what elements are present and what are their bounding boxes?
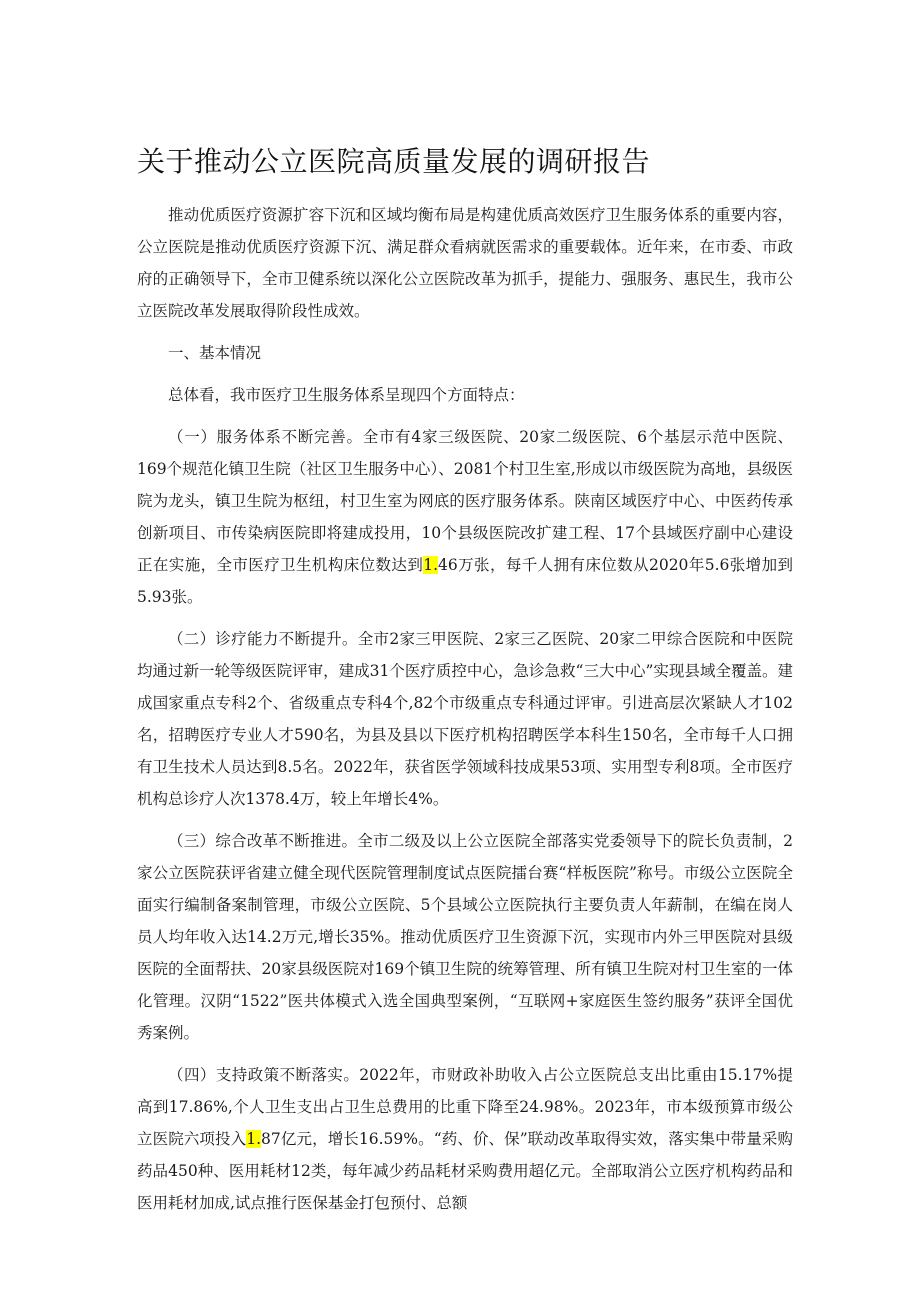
comprehensive-reform-paragraph: （三）综合改革不断推进。全市二级及以上公立医院全部落实党委领导下的院长负责制，2家公立医院获评省建立健全现代医院管理制度试点医院擂台赛“样板医院”称号。市级公立医院全面实行编制备案制管理，市级公立医院、5个县域公立医院执行主要负责人年薪制，在编在岗人员人均年收入达14.2万元,增长35%。推动优质医疗卫生资源下沉，实现市内外三甲医院对县级医院的全面帮扶、20家县级医院对169个镇卫生院的统筹管理、所有镇卫生院对村卫生室的一体化管理。汉阴“1522”医共体模式入选全国典型案例，“互联网+家庭医生签约服务”获评全国优秀案例。 xyxy=(137,832,793,1042)
overview-paragraph: 总体看，我市医疗卫生服务体系呈现四个方面特点： xyxy=(168,386,525,404)
policy-support-paragraph xyxy=(137,1059,793,1219)
policy-support-text-a: （四）支持政策不断落实。2022年，市财政补助收入占公立医院总支出比重由15.17%提高到17.86%,个人卫生支出占卫生总费用的比重下降至24.98%。2023年，市本级预算市级公立医院六项投入 xyxy=(137,1066,793,1148)
document-title: 关于推动公立医院高质量发展的调研报告 xyxy=(137,145,651,178)
policy-support-text-b: 87亿元，增长16.59%。“药、价、保”联动改革取得实效，落实集中带量采购药品450种、医用耗材12类，每年减少药品耗材采购费用超亿元。全部取消公立医疗机构药品和医用耗材加成,试点推行医保基金打包预付、总额 xyxy=(137,1130,793,1212)
service-system-text-a: （一）服务体系不断完善。全市有4家三级医院、20家二级医院、6个基层示范中医院、169个规范化镇卫生院（社区卫生服务中心）、2081个村卫生室,形成以市级医院为高地，县级医院为龙头，镇卫生院为枢纽，村卫生室为网底的医疗服务体系。陕南区域医疗中心、中医药传承创新项目、市传染病医院即将建成投用，10个县级医院改扩建工程、17个县域医疗副中心建设正在实施，全市医疗卫生机构床位数达到 xyxy=(137,428,793,574)
highlighted-text: 1. xyxy=(246,1130,262,1148)
section-heading-basic-situation: 一、基本情况 xyxy=(168,344,262,362)
intro-paragraph: 推动优质医疗资源扩容下沉和区域均衡布局是构建优质高效医疗卫生服务体系的重要内容，公立医院是推动优质医疗资源下沉、满足群众看病就医需求的重要载体。近年来，在市委、市政府的正确领导下，全市卫健系统以深化公立医院改革为抓手，提能力、强服务、惠民生，我市公立医院改革发展取得阶段性成效。 xyxy=(137,206,793,320)
service-system-text-b: 46万张，每千人拥有床位数从2020年5.6张增加到5.93张。 xyxy=(137,556,793,606)
highlighted-text: 1. xyxy=(423,556,439,574)
service-system-paragraph xyxy=(137,421,793,613)
document-body xyxy=(137,199,793,1229)
diagnosis-capacity-paragraph: （二）诊疗能力不断提升。全市2家三甲医院、2家三乙医院、20家二甲综合医院和中医院均通过新一轮等级医院评审，建成31个医疗质控中心，急诊急救“三大中心”实现县域全覆盖。建成国家重点专科2个、省级重点专科4个,82个市级重点专科通过评审。引进高层次紧缺人才102名，招聘医疗专业人才590名，为县及县以下医疗机构招聘医学本科生150名，全市每千人口拥有卫生技术人员达到8.5名。2022年，获省医学领域科技成果53项、实用型专利8项。全市医疗机构总诊疗人次1378.4万，较上年增长4%。 xyxy=(137,630,793,808)
